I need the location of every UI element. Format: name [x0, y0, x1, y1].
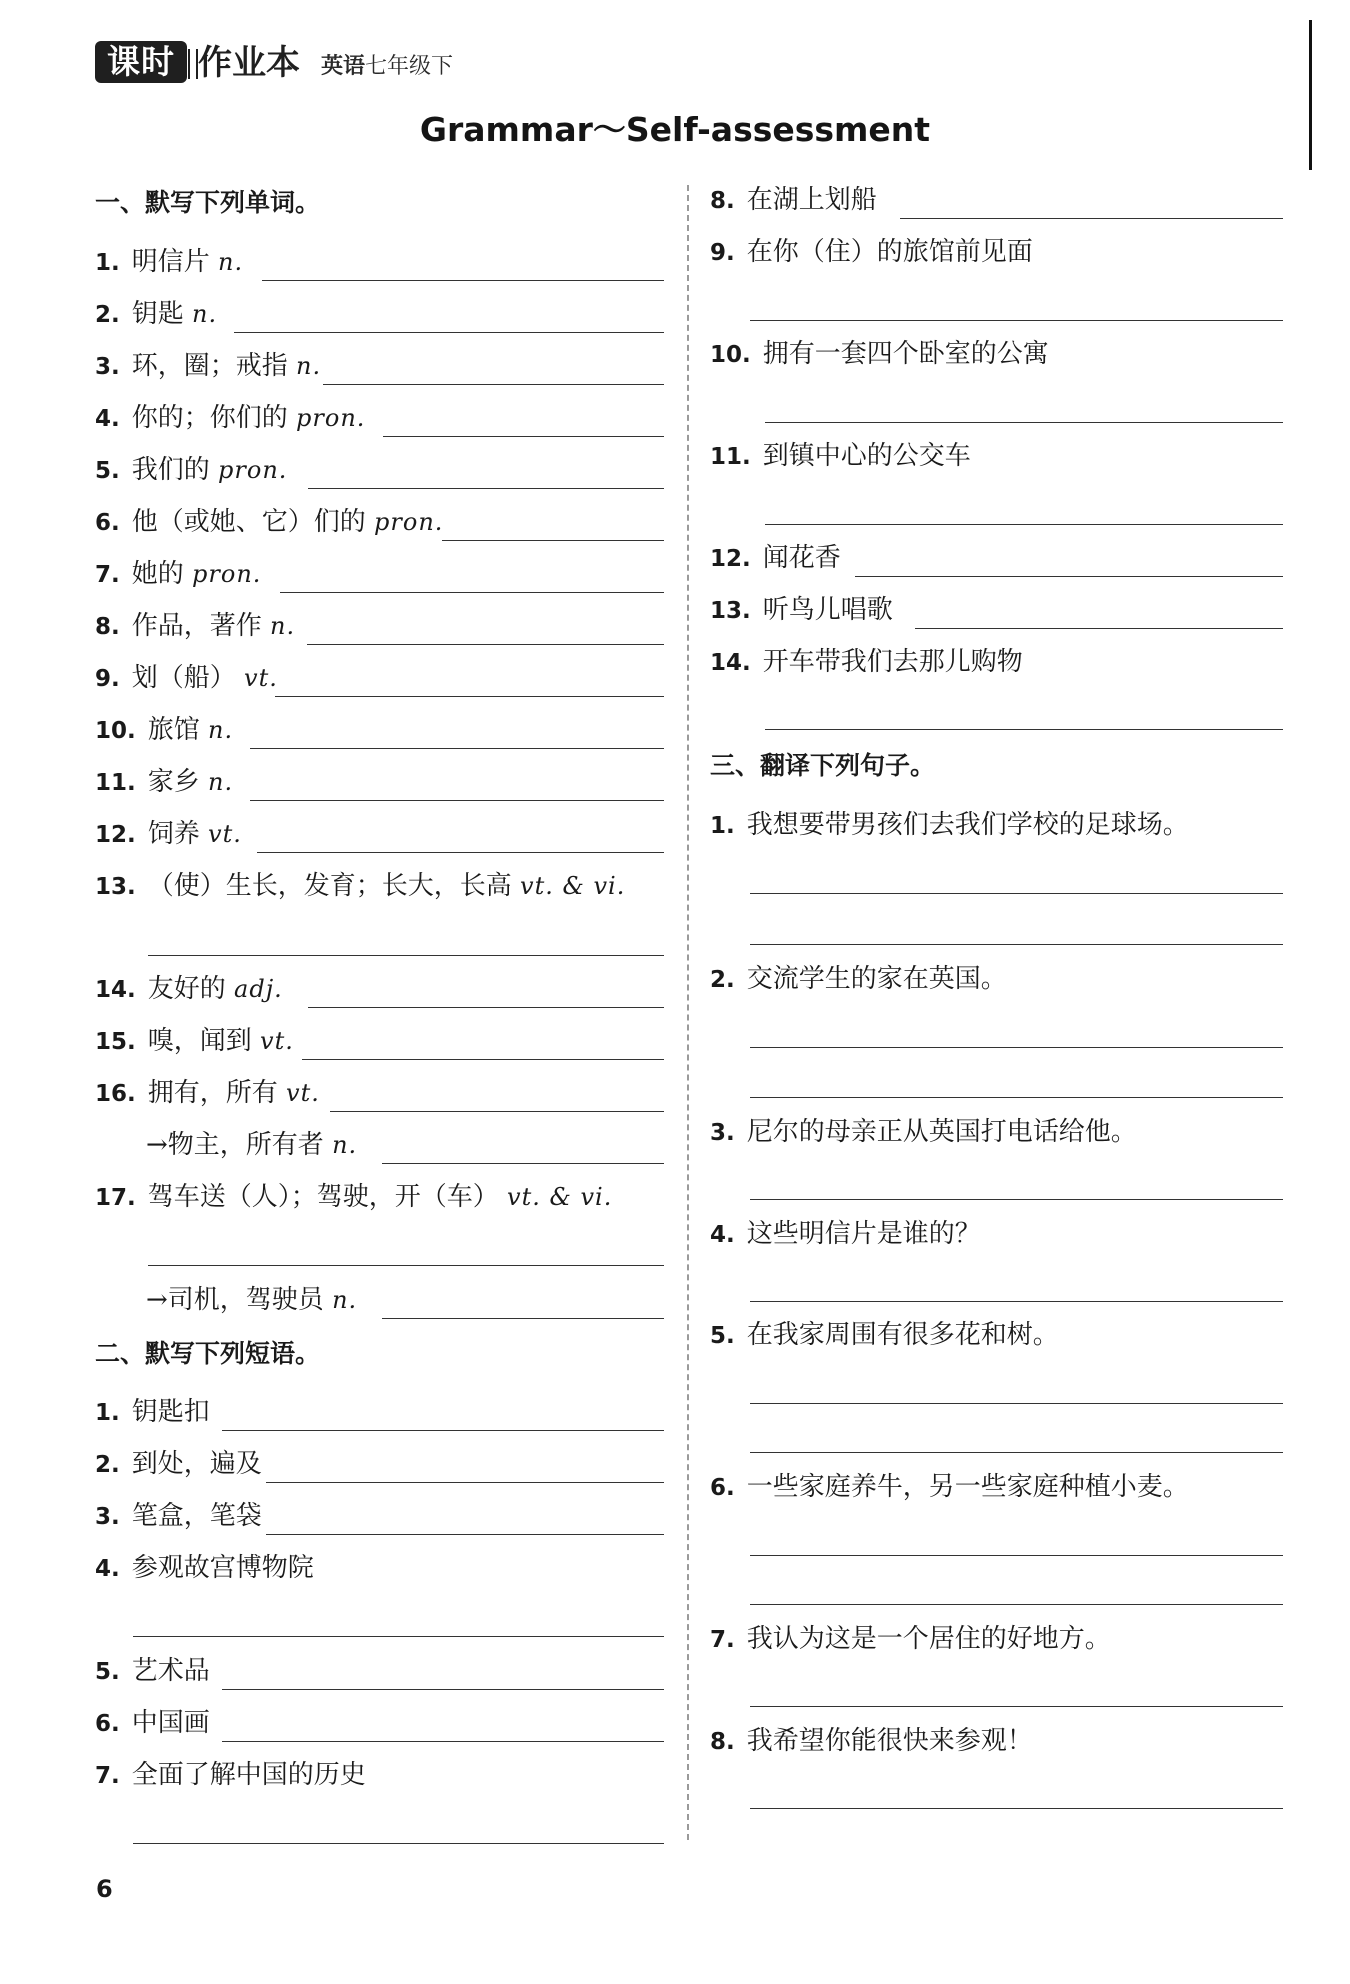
grade-label: 七年级下: [365, 54, 454, 79]
answer-line[interactable]: [250, 748, 664, 749]
answer-line[interactable]: [133, 1843, 664, 1844]
item-text: 划（船）: [131, 663, 236, 693]
item-number: 3.: [710, 1120, 735, 1146]
vocab-item: [95, 765, 233, 800]
item-number: 10.: [710, 342, 751, 368]
item-text: 一些家庭养牛，另一些家庭种植小麦。: [746, 1472, 1189, 1502]
sentence-item: [710, 1724, 1033, 1759]
item-number: 6.: [95, 510, 120, 536]
book-logo: 课时: [95, 41, 187, 83]
phrase-item: [710, 541, 841, 576]
item-text: 家乡: [147, 767, 200, 797]
part-of-speech: n.: [270, 612, 296, 640]
item-number: 9.: [95, 666, 120, 692]
phrase-item: [95, 1551, 314, 1586]
answer-line[interactable]: [222, 1741, 664, 1742]
item-number: 15.: [95, 1029, 136, 1055]
vocab-item: [95, 1076, 320, 1111]
answer-line[interactable]: [750, 320, 1283, 321]
answer-line[interactable]: [302, 1059, 664, 1060]
answer-line[interactable]: [234, 332, 664, 333]
answer-line[interactable]: [750, 1199, 1283, 1200]
answer-line[interactable]: [915, 628, 1283, 629]
vocab-item: [95, 609, 295, 644]
part-of-speech: n.: [332, 1286, 358, 1314]
answer-line[interactable]: [266, 1482, 664, 1483]
answer-line[interactable]: [750, 1097, 1283, 1098]
item-text: 钥匙扣: [131, 1397, 210, 1427]
part-of-speech: n.: [218, 248, 244, 276]
phrase-item: [95, 1654, 210, 1689]
answer-line[interactable]: [442, 540, 664, 541]
item-number: 2.: [710, 967, 735, 993]
item-number: 2.: [95, 1452, 120, 1478]
item-number: 4.: [95, 1556, 120, 1582]
part-of-speech: adj.: [234, 975, 283, 1003]
answer-line[interactable]: [222, 1430, 664, 1431]
answer-line[interactable]: [262, 280, 664, 281]
part-of-speech: n.: [208, 716, 234, 744]
item-number: 14.: [95, 977, 136, 1003]
answer-line[interactable]: [765, 422, 1283, 423]
part-of-speech: vt.: [260, 1027, 294, 1055]
item-number: 8.: [710, 1729, 735, 1755]
phrase-item: [95, 1706, 210, 1741]
answer-line[interactable]: [323, 384, 664, 385]
column-divider: [687, 185, 689, 1840]
part-of-speech: n.: [208, 768, 234, 796]
phrase-item: [95, 1395, 210, 1430]
item-number: 8.: [95, 614, 120, 640]
sentence-item: [710, 1470, 1189, 1505]
phrase-item: [710, 439, 971, 474]
vocab-subitem: [146, 1283, 357, 1317]
item-text: 艺术品: [131, 1656, 210, 1686]
item-text: 闻花香: [762, 543, 841, 573]
item-number: 13.: [710, 598, 751, 624]
item-text: 这些明信片是谁的？: [746, 1219, 981, 1249]
item-number: 11.: [710, 444, 751, 470]
item-text: 听鸟儿唱歌: [762, 595, 893, 625]
item-text: 参观故宫博物院: [131, 1553, 314, 1583]
part-of-speech: n.: [332, 1131, 358, 1159]
subject-name: 英语: [321, 54, 366, 79]
item-text: 友好的: [147, 974, 226, 1004]
phrase-item: [710, 645, 1023, 680]
part-of-speech: vt.: [244, 664, 278, 692]
item-text: 明信片: [131, 247, 210, 277]
item-number: 12.: [710, 546, 751, 572]
sentence-item: [710, 962, 1007, 997]
vocab-item: [95, 453, 287, 488]
item-number: 17.: [95, 1185, 136, 1211]
vocab-item: [95, 972, 283, 1007]
item-text: 嗅，闻到: [147, 1026, 252, 1056]
item-text: 拥有，所有: [147, 1078, 278, 1108]
item-number: 2.: [95, 302, 120, 328]
item-text: （使）生长，发育；长大，长高: [147, 871, 512, 901]
vocab-item: [95, 817, 242, 852]
phrase-item: [95, 1447, 262, 1482]
item-number: 9.: [710, 240, 735, 266]
part-of-speech: n.: [192, 300, 218, 328]
phrase-item: [710, 593, 893, 628]
sentence-item: [710, 1622, 1111, 1657]
item-number: 16.: [95, 1081, 136, 1107]
answer-line[interactable]: [148, 1265, 664, 1266]
part-of-speech: vt. & vi.: [520, 872, 626, 900]
phrase-item: [710, 235, 1033, 270]
sentence-item: [710, 1115, 1137, 1150]
answer-line[interactable]: [855, 576, 1283, 577]
answer-line[interactable]: [275, 696, 664, 697]
answer-line[interactable]: [750, 1301, 1283, 1302]
vocab-item: [95, 505, 443, 540]
item-number: 13.: [95, 874, 136, 900]
item-number: 7.: [95, 562, 120, 588]
answer-line[interactable]: [382, 1163, 664, 1164]
vocab-item: [95, 297, 217, 332]
item-number: 1.: [710, 813, 735, 839]
item-text: 在我家周围有很多花和树。: [746, 1320, 1059, 1350]
item-number: 1.: [95, 1400, 120, 1426]
answer-line[interactable]: [750, 1403, 1283, 1404]
page-title: Grammar～Self-assessment: [419, 110, 931, 149]
item-text: 他（或她、它）们的: [131, 507, 366, 537]
item-text: →物主，所有者: [146, 1130, 324, 1160]
item-number: 8.: [710, 188, 735, 214]
vocab-subitem: [146, 1128, 357, 1162]
answer-line[interactable]: [750, 944, 1283, 945]
item-text: 驾车送（人）；驾驶，开（车）: [147, 1182, 499, 1212]
book-title: 作业本: [198, 43, 300, 83]
answer-line[interactable]: [133, 1636, 664, 1637]
answer-line[interactable]: [308, 1007, 664, 1008]
answer-line[interactable]: [900, 218, 1283, 219]
part-of-speech: pron.: [218, 456, 288, 484]
item-text: 笔盒，笔袋: [131, 1501, 262, 1531]
vocab-item: [95, 349, 321, 384]
answer-line[interactable]: [750, 1452, 1283, 1453]
answer-line[interactable]: [266, 1534, 664, 1535]
vocab-item: [95, 245, 243, 280]
vocab-item: [95, 1180, 612, 1215]
answer-line[interactable]: [765, 729, 1283, 730]
item-text: 她的: [131, 559, 184, 589]
item-text: 饲养: [147, 819, 200, 849]
answer-line[interactable]: [750, 1604, 1283, 1605]
answer-line[interactable]: [750, 1808, 1283, 1809]
part-of-speech: vt. & vi.: [507, 1183, 613, 1211]
answer-line[interactable]: [308, 488, 664, 489]
item-text: 旅馆: [147, 715, 200, 745]
item-text: 到镇中心的公交车: [762, 441, 971, 471]
item-text: 尼尔的母亲正从英国打电话给他。: [746, 1117, 1137, 1147]
part-of-speech: n.: [296, 352, 322, 380]
phrase-item: [710, 337, 1049, 372]
sentence-item: [710, 1318, 1059, 1353]
phrase-item: [710, 183, 877, 218]
item-text: 在湖上划船: [746, 185, 877, 215]
answer-line[interactable]: [382, 1318, 664, 1319]
answer-line[interactable]: [330, 1111, 664, 1112]
answer-line[interactable]: [280, 592, 664, 593]
item-number: 7.: [95, 1763, 120, 1789]
answer-line[interactable]: [250, 800, 664, 801]
item-text: 到处，遍及: [131, 1449, 262, 1479]
item-text: 中国画: [131, 1708, 210, 1738]
item-text: 我们的: [131, 455, 210, 485]
item-text: 开车带我们去那儿购物: [762, 647, 1023, 677]
sentence-item: [710, 808, 1189, 843]
answer-line[interactable]: [148, 955, 664, 956]
item-number: 3.: [95, 1504, 120, 1530]
answer-line[interactable]: [765, 524, 1283, 525]
item-number: 14.: [710, 650, 751, 676]
item-text: 交流学生的家在英国。: [746, 964, 1007, 994]
item-text: 在你（住）的旅馆前见面: [746, 237, 1033, 267]
item-number: 3.: [95, 354, 120, 380]
answer-line[interactable]: [307, 644, 664, 645]
answer-line[interactable]: [383, 436, 664, 437]
item-text: 你的；你们的: [131, 403, 288, 433]
item-text: 作品，著作: [131, 611, 262, 641]
section-heading: 一、默写下列单词。: [95, 188, 321, 217]
item-number: 5.: [95, 458, 120, 484]
item-number: 6.: [95, 1711, 120, 1737]
item-text: 钥匙: [131, 299, 184, 329]
vocab-item: [95, 661, 278, 696]
item-text: 拥有一套四个卧室的公寓: [762, 339, 1049, 369]
item-text: 全面了解中国的历史: [131, 1760, 366, 1790]
vocab-item: [95, 1024, 294, 1059]
phrase-item: [95, 1758, 366, 1793]
phrase-item: [95, 1499, 262, 1534]
sentence-item: [710, 1217, 981, 1252]
answer-line[interactable]: [750, 893, 1283, 894]
answer-line[interactable]: [222, 1689, 664, 1690]
item-text: 我希望你能很快来参观！: [746, 1726, 1033, 1756]
vocab-item: [95, 869, 625, 904]
item-number: 5.: [710, 1323, 735, 1349]
vocab-item: [95, 713, 233, 748]
item-number: 4.: [710, 1222, 735, 1248]
page-number: 6: [96, 1875, 113, 1903]
item-number: 5.: [95, 1659, 120, 1685]
answer-line[interactable]: [257, 852, 664, 853]
item-number: 12.: [95, 822, 136, 848]
item-number: 4.: [95, 406, 120, 432]
section-heading: 三、翻译下列句子。: [710, 751, 936, 780]
part-of-speech: vt.: [208, 820, 242, 848]
item-text: →司机，驾驶员: [146, 1285, 324, 1315]
item-number: 11.: [95, 770, 136, 796]
answer-line[interactable]: [750, 1706, 1283, 1707]
answer-line[interactable]: [750, 1555, 1283, 1556]
part-of-speech: vt.: [286, 1079, 320, 1107]
vocab-item: [95, 557, 261, 592]
subject-label: [321, 52, 453, 82]
part-of-speech: pron.: [192, 560, 262, 588]
item-text: 我认为这是一个居住的好地方。: [746, 1624, 1111, 1654]
item-text: 我想要带男孩们去我们学校的足球场。: [746, 810, 1189, 840]
answer-line[interactable]: [750, 1047, 1283, 1048]
item-number: 7.: [710, 1627, 735, 1653]
part-of-speech: pron.: [296, 404, 366, 432]
item-number: 6.: [710, 1475, 735, 1501]
item-text: 环，圈；戒指: [131, 351, 288, 381]
item-number: 1.: [95, 250, 120, 276]
section-heading: 二、默写下列短语。: [95, 1339, 321, 1368]
logo-mark-icon: [188, 49, 198, 79]
vocab-item: [95, 401, 365, 436]
item-number: 10.: [95, 718, 136, 744]
part-of-speech: pron.: [374, 508, 444, 536]
